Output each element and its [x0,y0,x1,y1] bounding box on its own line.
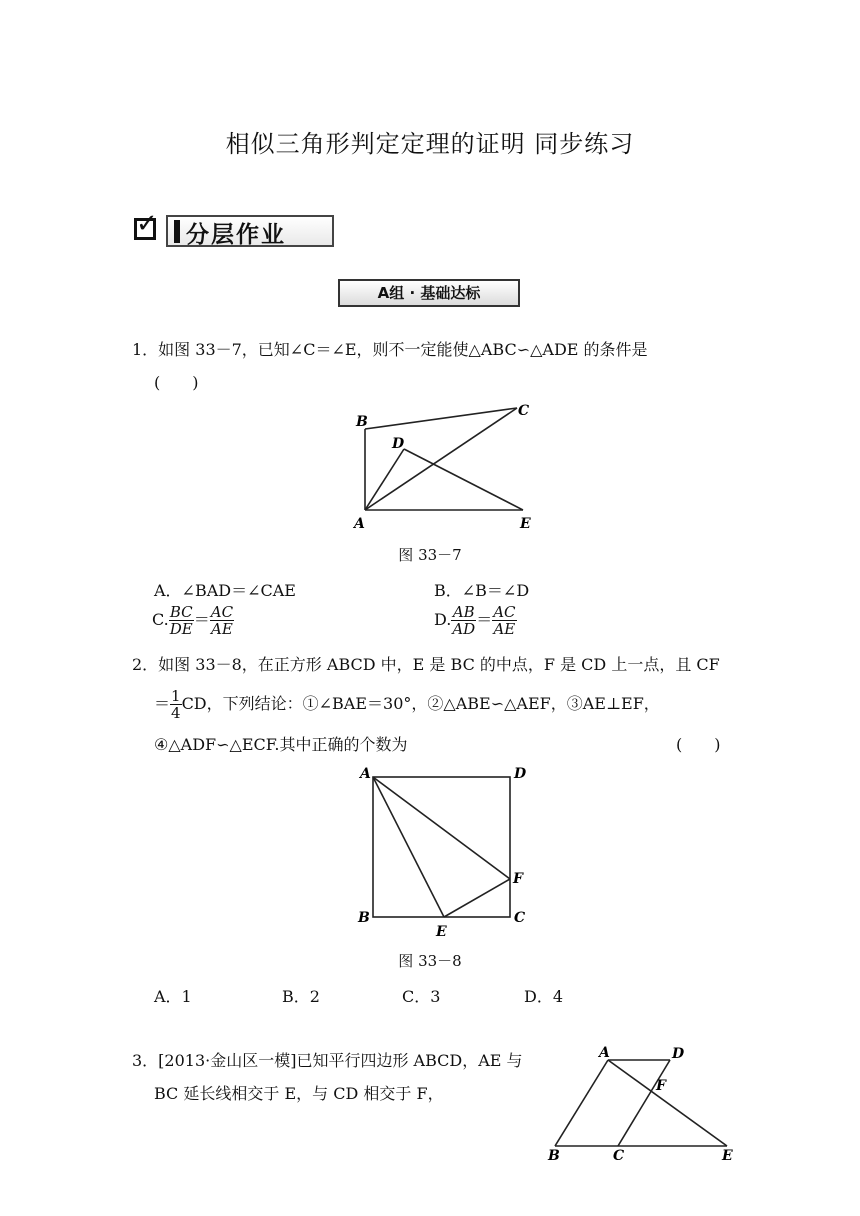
q1-option-d-fraction-1: $\frac{AB}{AD}$ [452,603,476,638]
q3-label-f: F [656,1078,666,1094]
q1-segment-de [404,449,523,510]
q1-option-d-equals: ＝ [476,610,493,629]
q2-figure-caption: 图 33－8 [398,952,462,970]
q2-square-abcd [373,777,510,917]
q3-segment-ab [555,1060,608,1146]
q2-figure [352,760,537,940]
q1-label-c: C [518,403,530,419]
q1-label-a: A [354,516,365,532]
q2-text-line1: 2．如图 33－8，在正方形 ABCD 中，E 是 BC 的中点，F 是 CD 上一点，且 CF [132,655,720,674]
checkmark-icon: ✓ [136,209,158,239]
q3-text-line2: BC 延长线相交于 E，与 CD 相交于 F， [154,1084,444,1103]
q2-answer-bracket: ( ) [676,735,721,754]
q2-label-c: C [514,910,526,926]
q1-answer-bracket: ( ) [154,373,199,392]
q3-label-b: B [548,1148,560,1164]
q1-label-b: B [356,414,368,430]
q2-label-d: D [514,766,527,782]
q2-label-f: F [513,871,523,887]
q1-option-c-fraction-1: $\frac{BC}{DE}$ [169,603,193,638]
q1-option-c-equals: ＝ [193,610,210,629]
q2-label-e: E [436,924,447,940]
q2-option-a: A．1 [154,987,192,1006]
q3-label-a: A [599,1045,610,1061]
q2-option-c: C．3 [402,987,441,1006]
q1-option-d-fraction-2: $\frac{AC}{AE}$ [493,603,516,638]
q1-segment-ad [365,449,404,510]
q1-option-c-fraction-2: $\frac{AC}{AE}$ [210,603,234,638]
group-header: A组 · 基础达标 [338,279,520,307]
q1-option-c [152,604,234,637]
q2-text-line3: ④△ADF∽△ECF.其中正确的个数为 [154,735,408,754]
q3-label-e: E [722,1148,733,1164]
q2-segment-af [373,777,510,879]
q2-label-b: B [358,910,370,926]
q1-option-d [434,604,517,637]
q1-option-d-prefix: D. [434,610,452,629]
section-header-label: 分层作业 [186,222,286,248]
q1-option-a: A．∠BAD＝∠CAE [154,581,296,600]
q1-option-b: B．∠B＝∠D [434,581,530,600]
q1-text: 1．如图 33－7，已知∠C＝∠E，则不一定能使△ABC∽△ADE 的条件是 [132,340,648,359]
q2-fraction: $\frac{1}{4}$ [171,687,181,722]
page-title: 相似三角形判定定理的证明 同步练习 [225,130,635,158]
q1-segment-bc [365,408,517,429]
q1-label-d: D [392,436,405,452]
q3-label-c: C [613,1148,625,1164]
q1-figure-caption: 图 33－7 [398,546,462,564]
q2-option-b: B．2 [282,987,320,1006]
q3-label-d: D [672,1046,685,1062]
q2-option-d: D．4 [524,987,564,1006]
q3-figure [540,1040,745,1165]
q3-text-line1: 3．[2013·金山区一模]已知平行四边形 ABCD，AE 与 [132,1051,523,1070]
q2-segment-ae [373,777,444,917]
q2-label-a: A [360,766,371,782]
q1-figure [350,400,540,535]
q2-text-line2: ＝ $\frac{1}{4}$ CD，下列结论：①∠BAE＝30°，②△ABE∽△AEF，③AE⊥EF， [154,687,660,722]
q1-label-e: E [520,516,531,532]
section-header-bar [174,220,180,243]
q1-option-c-prefix: C. [152,610,169,629]
q2-segment-ef [444,879,510,917]
section-header [134,209,338,251]
